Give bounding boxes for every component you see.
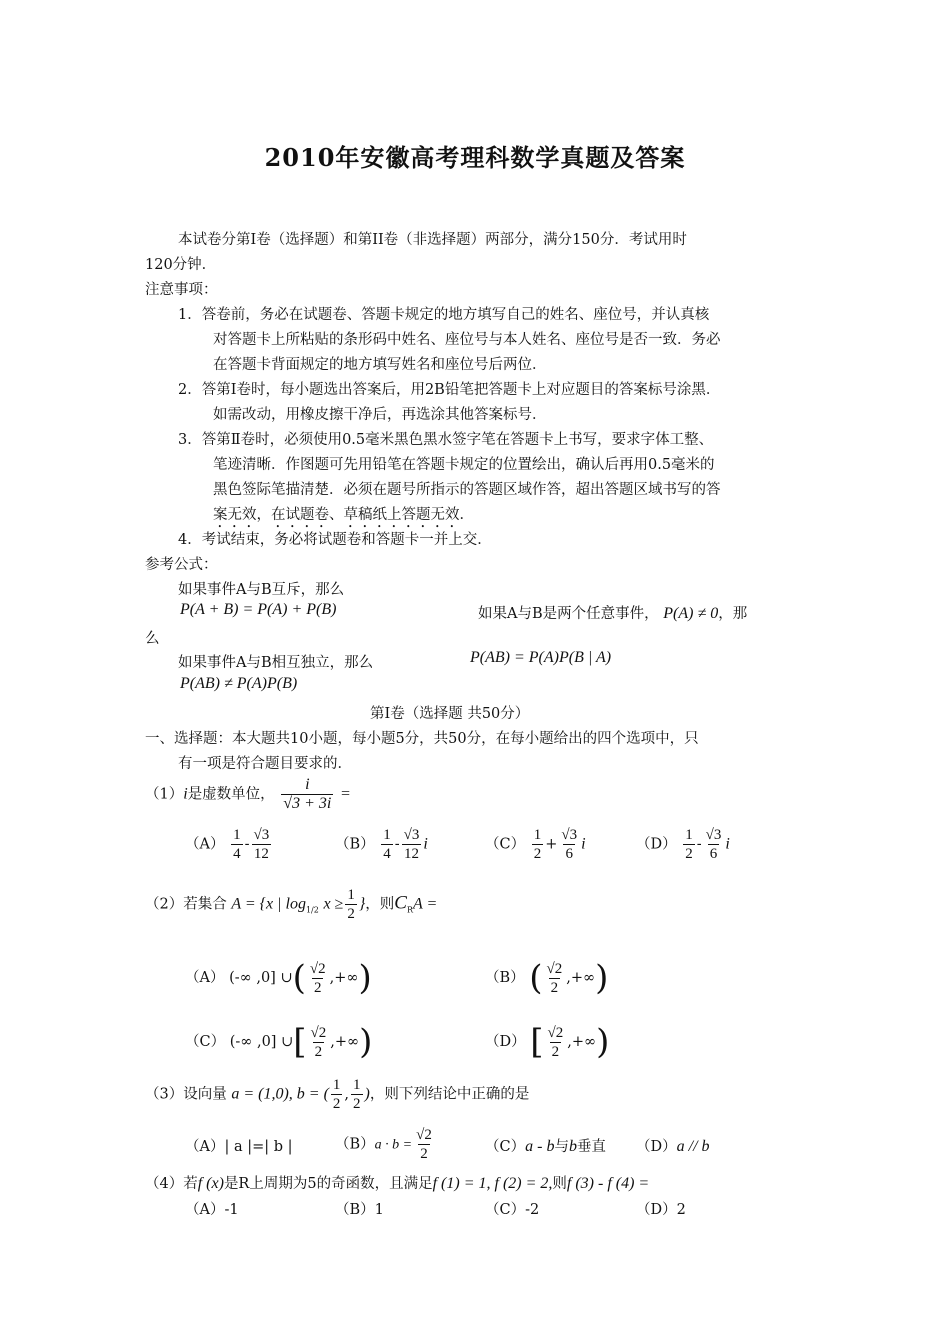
option-label: （B）: [335, 1136, 375, 1153]
option-tail: i: [725, 835, 730, 853]
option-left: (-∞ ,0] ∪: [229, 1034, 294, 1050]
question-1-label: （1）: [145, 786, 184, 803]
option-den-2: 12: [404, 846, 420, 862]
equals-sign: =: [339, 785, 351, 803]
option-den-1: 2: [685, 846, 693, 862]
notice-item-3-line-2: 笔迹清晰．作图题可先用铅笔在答题卡规定的位置绘出，确认后再用0.5毫米的: [213, 457, 715, 473]
question-4-option-a: （A）-1: [185, 1202, 239, 1218]
question-3-option-c: [485, 1135, 606, 1156]
option-den-1: 4: [233, 846, 241, 862]
half-num-2: 1: [353, 1077, 361, 1093]
conditional-condition: P(A) ≠ 0: [663, 605, 719, 622]
notice-item-1-line-1: 1．答卷前，务必在试题卷、答题卡规定的地方填写自己的姓名、座位号，并认真核: [178, 307, 710, 323]
question-3: [145, 1076, 529, 1113]
question-1: [145, 776, 351, 813]
question-3-option-a: （A）| a |=| b |: [185, 1139, 293, 1155]
question-4-option-c: （C）-2: [485, 1202, 540, 1218]
question-2: [145, 886, 437, 923]
question-4-option-b: （B）1: [335, 1202, 384, 1218]
half-den: 2: [347, 906, 355, 922]
option-text: 与: [554, 1139, 569, 1155]
close-paren: ): [364, 1085, 370, 1103]
question-3-text: ，则下列结论中正确的是: [369, 1086, 530, 1103]
notice-item-2-line-2: 如需改动，用橡皮擦干净后，再选涂其他答案标号．: [213, 407, 547, 423]
expression: f (3) - f (4) =: [566, 1175, 650, 1192]
question-3-label: （3）设向量: [145, 1086, 227, 1103]
infinity: ,+∞: [567, 1034, 597, 1050]
notice-item-1-line-3: 在答题卡背面规定的地方填写姓名和座位号后两位．: [213, 357, 547, 373]
question-4-option-d: （D）2: [636, 1202, 686, 1218]
infinity: ,+∞: [330, 1034, 360, 1050]
question-1-option-a: [185, 826, 273, 863]
sqrt2: √2: [310, 1024, 327, 1041]
option-expr: a · b =: [374, 1137, 413, 1153]
option-b: b: [568, 1138, 577, 1155]
notice-item-2-line-1: 2．答第Ⅰ卷时，每小题选出答案后，用2B铅笔把答题卡上对应题目的答案标号涂黑．: [178, 382, 721, 398]
conditional-formula: P(AB) = P(A)P(B | A): [470, 649, 612, 666]
option-label: （D）: [485, 1034, 526, 1050]
complement-tail: A =: [412, 895, 438, 913]
option-num-1: 1: [383, 827, 391, 843]
complement-subscript: R: [406, 905, 413, 915]
sqrt2: √2: [309, 960, 326, 977]
page-title: 2010年安徽高考理科数学真题及答案: [264, 143, 686, 172]
mutex-text: 如果事件A与B互斥，那么: [178, 582, 345, 598]
option-op: -: [394, 836, 400, 853]
question-1-option-c: [485, 826, 586, 863]
section-instructions-line-2: 有一项是符合题目要求的．: [178, 756, 352, 772]
notice-item-1-line-2: 对答题卡上所粘贴的条形码中姓名、座位号与本人姓名、座位号是否一致．务必: [213, 332, 721, 348]
option-num-1: 1: [233, 827, 241, 843]
fraction-numerator: i: [305, 776, 310, 793]
option-op: -: [244, 836, 250, 853]
section-heading: 第Ⅰ卷（选择题 共50分）: [370, 706, 530, 722]
question-4-text: 是R上周期为5的奇函数，且满足: [223, 1176, 433, 1192]
question-3-option-b: [335, 1126, 436, 1163]
option-label: （C）: [485, 836, 526, 853]
conditional-label: 如果A与B是两个任意事件，: [478, 606, 659, 622]
option-num-2: √3: [403, 827, 420, 843]
set-left: A = {x | log: [231, 895, 306, 913]
conditional-tail: ，那: [718, 606, 748, 622]
question-2-label: （2）若集合: [145, 896, 227, 913]
question-3-option-d: [636, 1135, 710, 1156]
infinity: ,+∞: [329, 970, 359, 986]
option-label: （D）: [636, 1139, 677, 1155]
option-num-2: √3: [705, 827, 722, 843]
option-num-2: √3: [253, 827, 270, 843]
option-label: （A）: [185, 836, 225, 853]
question-4-label: （4）若: [145, 1176, 198, 1192]
set-right: }: [358, 895, 366, 913]
notice-item-3-line-1: 3．答第Ⅱ卷时，必须使用0.5毫米黑色黑水签字笔在答题卡上书写，要求字体工整、: [178, 432, 714, 448]
complement-symbol: C: [394, 892, 407, 914]
question-4: [145, 1172, 649, 1193]
sqrt2: √2: [547, 1024, 564, 1041]
then-text: ，则: [365, 896, 395, 913]
mutex-formula: P(A + B) = P(A) + P(B): [180, 601, 337, 618]
option-label: （D）: [636, 836, 677, 853]
option-left: (-∞ ,0] ∪: [229, 970, 293, 986]
option-num: √2: [416, 1127, 432, 1143]
two: 2: [550, 979, 559, 996]
then-text: 则: [552, 1176, 567, 1192]
conditional-wrap: 么: [145, 631, 160, 647]
option-den-2: 12: [253, 846, 269, 862]
question-2-option-d: （D） [ $\frac{√2}{2}$ ,+∞): [485, 1022, 610, 1062]
intro-line-2: 120分钟．: [145, 257, 217, 273]
option-tail: i: [581, 835, 586, 853]
log-base: 1/2: [305, 905, 319, 915]
question-1-fraction: [281, 776, 333, 813]
option-tail: i: [423, 835, 428, 853]
formulas-label: 参考公式：: [145, 557, 218, 573]
notice-item-4: 4．考试结束，务必将试题卷和答题卡一并上交．: [178, 532, 492, 548]
comma: ,: [344, 1086, 350, 1103]
half-den-2: 2: [353, 1096, 361, 1112]
function: f (x): [197, 1175, 224, 1192]
option-den-2: 6: [709, 846, 718, 862]
independent-formula: P(AB) ≠ P(A)P(B): [180, 675, 298, 692]
section-instructions-line-1: 一、选择题：本大题共10小题，每小题5分，共50分，在每小题给出的四个选项中，只: [145, 731, 699, 747]
notice-item-3-line-3: 黑色签际笔描清楚．必须在题号所指示的答题区域作答，超出答题区域书写的答: [213, 482, 721, 498]
two: 2: [551, 1043, 560, 1060]
intro-line-1: 本试卷分第Ⅰ卷（选择题）和第II卷（非选择题）两部分，满分150分．考试用时: [178, 232, 687, 248]
option-expr: a - b: [525, 1138, 555, 1155]
condition: f (1) = 1, f (2) = 2,: [432, 1175, 553, 1192]
half-num: 1: [347, 887, 355, 903]
notice-item-3-line-4: 案无效，在试题卷、草稿纸上答题无效．: [213, 507, 474, 523]
half-den-1: 2: [332, 1096, 341, 1112]
option-expr: a // b: [676, 1138, 710, 1155]
fraction-denominator: √3 + 3i: [283, 795, 332, 812]
question-2-option-c: （C） (-∞ ,0] ∪[ $\frac{√2}{2}$ ,+∞): [185, 1022, 373, 1062]
notice-label: 注意事项：: [145, 282, 218, 298]
option-label: （C）: [485, 1139, 526, 1155]
option-den-2: 6: [565, 846, 573, 862]
option-label: （A）: [185, 970, 225, 986]
infinity: ,+∞: [566, 970, 596, 986]
question-2-option-a: （A） (-∞ ,0] ∪( $\frac{√2}{2}$ ,+∞): [185, 958, 372, 998]
option-op: -: [696, 836, 702, 853]
option-label: （C）: [185, 1034, 226, 1050]
option-tail: 垂直: [576, 1139, 606, 1155]
option-op: +: [545, 836, 558, 853]
question-1-text: 是虚数单位，: [187, 786, 275, 803]
conditional-text: [478, 602, 747, 623]
option-num-1: 1: [685, 827, 693, 843]
option-num-1: 1: [533, 827, 542, 843]
two: 2: [314, 1043, 323, 1060]
two: 2: [313, 979, 322, 996]
question-1-option-d: [636, 826, 730, 863]
option-label: （B）: [335, 836, 375, 853]
set-mid: x ≥: [323, 895, 344, 913]
option-den-1: 4: [383, 846, 391, 862]
sqrt2: √2: [546, 960, 563, 977]
option-label: （B）: [485, 970, 525, 986]
question-2-option-b: （B） ( $\frac{√2}{2}$ ,+∞): [485, 958, 609, 998]
independent-text: 如果事件A与B相互独立，那么: [178, 655, 374, 671]
option-den: 2: [420, 1146, 428, 1162]
half-num-1: 1: [332, 1077, 341, 1093]
option-num-2: √3: [561, 827, 578, 843]
imaginary-unit: i: [183, 785, 188, 803]
vectors: a = (1,0), b = (: [231, 1085, 329, 1103]
question-1-option-b: [335, 826, 428, 863]
option-den-1: 2: [533, 846, 542, 862]
